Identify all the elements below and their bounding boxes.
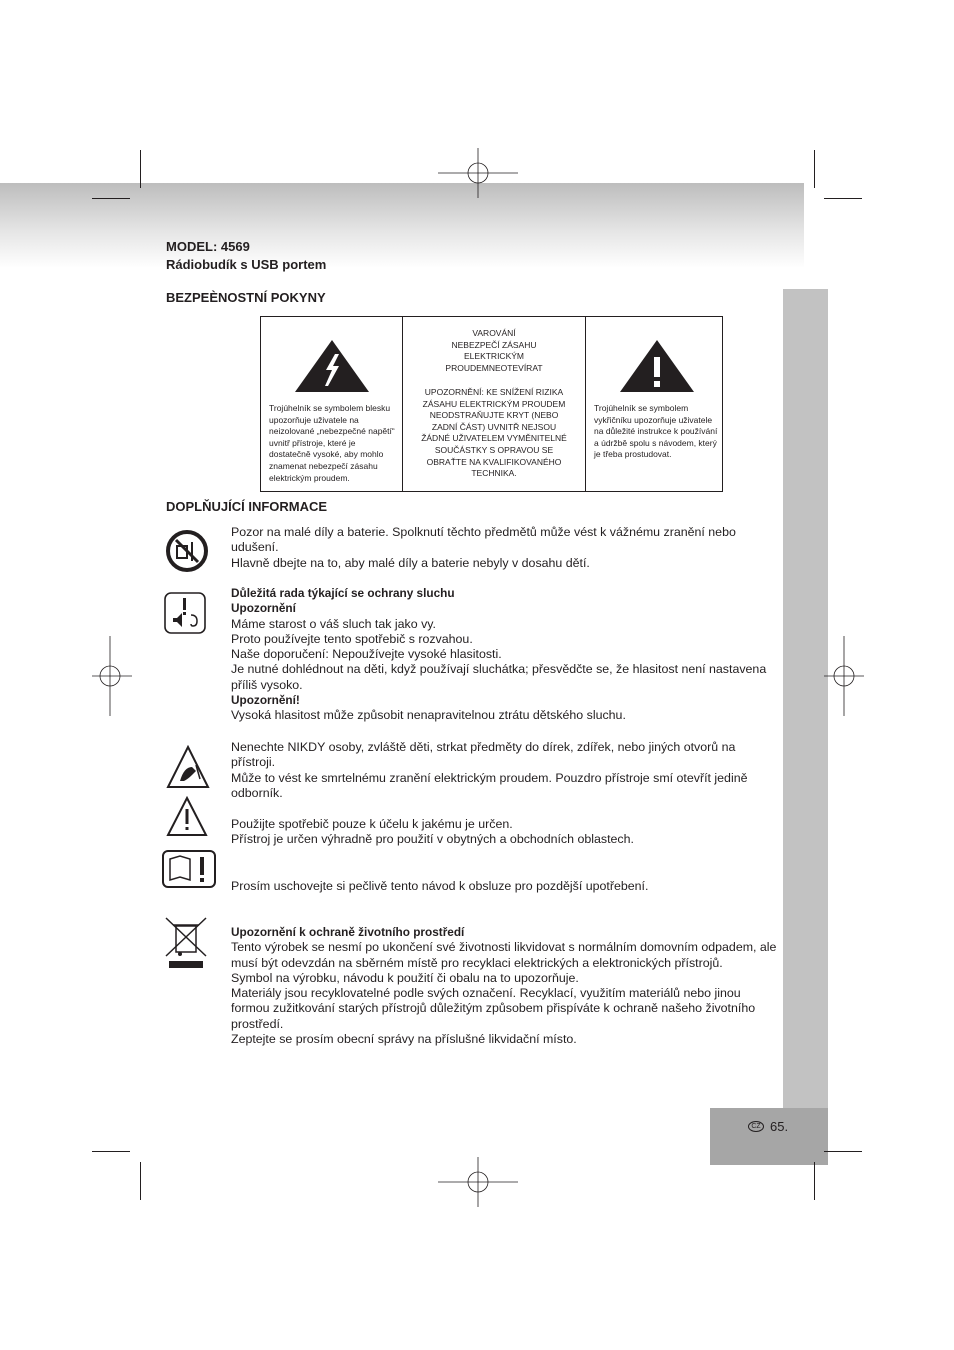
hearing-warning-label: Upozornění! bbox=[231, 693, 300, 708]
lightning-triangle-icon bbox=[295, 340, 369, 392]
caution-line: ZÁSAHU ELEKTRICKÝM PROUDEM bbox=[422, 398, 566, 409]
hearing-line: Naše doporučení: Nepoužívejte vysoké hlasitosti. bbox=[231, 647, 502, 662]
hearing-line: Je nutné dohlédnout na děti, když používají sluchátka; přesvědčte se, že hlasitost není nastavena příliš vysoko. bbox=[231, 662, 767, 692]
environment-text bbox=[231, 925, 781, 1047]
objects-line: Nenechte NIKDY osoby, zvláště děti, strkat předměty do dírek, zdířek, nebo jiných otvorů na přístroji. bbox=[231, 740, 736, 770]
weee-bin-icon bbox=[164, 916, 208, 970]
manual-text bbox=[231, 879, 781, 894]
caution-line: NEODSTRAŇUJTE KRYT (NEBO bbox=[429, 410, 559, 421]
warning-cell-lightning bbox=[261, 317, 403, 491]
caution-line: ZADNÍ ČÁST) UVNITŘ NEJSOU bbox=[431, 421, 557, 432]
hearing-line: Máme starost o váš sluch tak jako vy. bbox=[231, 616, 436, 631]
usage-line: Přístroj je určen výhradně pro použití v obytných a obchodních oblastech. bbox=[231, 832, 634, 847]
warning-text bbox=[403, 328, 585, 374]
hearing-protection-icon bbox=[163, 591, 207, 635]
small-parts-line: Pozor na malé díly a baterie. Spolknutí těchto předmětů může vést k vážnému zranění nebo udušení. bbox=[231, 525, 736, 555]
environment-line: Tento výrobek se nesmí po ukončení své životnosti likvidovat s normálním domovním odpadem, ale musí být odevzdán na sběrném místě pro recyklaci elektrických a elektronických přístrojů. bbox=[231, 940, 777, 970]
caution-line: OBRAŤTE NA KVALIFIKOVANÉHO bbox=[426, 456, 562, 467]
additional-title: DOPLŇUJÍCÍ INFORMACE bbox=[166, 499, 328, 514]
model-header bbox=[166, 238, 326, 274]
lightning-description: Trojúhelník se symbolem blesku upozorňuje uživatele na neizolované „nebezpečné napětí“ uvnitř přístroje, které je dostatečně vysoké, aby mohlo znamenat nebezpečí zásahu elektrickým proudem. bbox=[269, 403, 395, 483]
registration-mark-bottom bbox=[438, 1157, 518, 1207]
environment-line: Zeptejte se prosím obecní správy na příslušné likvidační místo. bbox=[231, 1032, 577, 1047]
registration-mark-top bbox=[438, 148, 518, 198]
exclamation-description: Trojúhelník se symbolem vykřičníku upozorňuje uživatele na důležité instrukce k používání a údržbě spolu s návodem, který je třeba prostudovat. bbox=[594, 403, 718, 460]
environment-line: Materiály jsou recyklovatelné podle svých označení. Recyklací, využitím materiálů nebo jinou formou zužitkování starých přístrojů důležitým způsobem přispíváte k ochraně našeho životního prostředí. bbox=[231, 986, 756, 1031]
warning-cell-exclamation bbox=[586, 317, 722, 491]
warning-line: VAROVÁNÍ bbox=[472, 328, 516, 338]
product-name: Rádiobudík s USB portem bbox=[166, 257, 327, 272]
caution-triangle-icon bbox=[166, 796, 208, 838]
hearing-line: Proto používejte tento spotřebič s rozvahou. bbox=[231, 631, 473, 646]
hearing-line: Vysoká hlasitost může způsobit nenapravitelnou ztrátu dětského sluchu. bbox=[231, 708, 626, 723]
objects-warning-text bbox=[231, 740, 781, 801]
warning-line: ELEKTRICKÝM bbox=[464, 351, 524, 362]
small-parts-text bbox=[231, 525, 781, 571]
environment-title: Upozornění k ochraně životního prostředí bbox=[231, 925, 465, 939]
registration-mark-left bbox=[92, 636, 132, 716]
exclamation-triangle-icon bbox=[620, 340, 694, 392]
hearing-warning-label: Upozornění bbox=[231, 601, 296, 616]
no-objects-in-openings-icon bbox=[166, 745, 210, 789]
page-number-box bbox=[710, 1108, 828, 1165]
environment-line: Symbol na výrobku, návodu k použití či obalu na to upozorňuje. bbox=[231, 970, 579, 985]
read-manual-icon bbox=[162, 850, 216, 888]
caution-line: TECHNIKA. bbox=[471, 468, 517, 479]
objects-line: Může to vést ke smrtelnému zranění elektrickým proudem. Pouzdro přístroje smí otevřít jedině odborník. bbox=[231, 770, 748, 800]
usage-line: Použijte spotřebič pouze k účelu k jakému je určen. bbox=[231, 817, 513, 831]
safety-title: BEZPEÈNOSTNÍ POKYNY bbox=[166, 290, 326, 305]
side-bar bbox=[783, 289, 828, 1165]
header-band bbox=[0, 183, 804, 268]
warning-line: NEBEZPEČÍ ZÁSAHU bbox=[451, 339, 537, 350]
caution-text bbox=[403, 387, 585, 480]
small-parts-line: Hlavně dbejte na to, aby malé díly a baterie nebyly v dosahu dětí. bbox=[231, 555, 590, 570]
caution-line: UPOZORNĚNÍ: KE SNÍŽENÍ RIZIKA bbox=[424, 387, 564, 397]
page-number bbox=[748, 1119, 788, 1134]
model-number: MODEL: 4569 bbox=[166, 239, 250, 254]
registration-mark-right bbox=[824, 636, 864, 716]
warning-line: PROUDEMNEOTEVÍRAT bbox=[445, 362, 543, 373]
language-badge: CZ bbox=[748, 1121, 764, 1132]
caution-line: ŽÁDNÉ UŽIVATELEM VYMĚNITELNÉ bbox=[421, 433, 567, 444]
warning-cell-center bbox=[403, 317, 586, 491]
manual-line: Prosím uschovejte si pečlivě tento návod k obsluze pro pozdější upotřebení. bbox=[231, 879, 649, 893]
hearing-title: Důležitá rada týkající se ochrany sluchu bbox=[231, 586, 455, 600]
hearing-text bbox=[231, 586, 781, 724]
warning-table bbox=[260, 316, 723, 492]
no-small-parts-icon bbox=[165, 529, 209, 573]
usage-text bbox=[231, 817, 781, 848]
caution-line: SOUČÁSTKY S OPRAVOU SE bbox=[434, 444, 554, 455]
page-number-text: 65. bbox=[770, 1119, 789, 1134]
